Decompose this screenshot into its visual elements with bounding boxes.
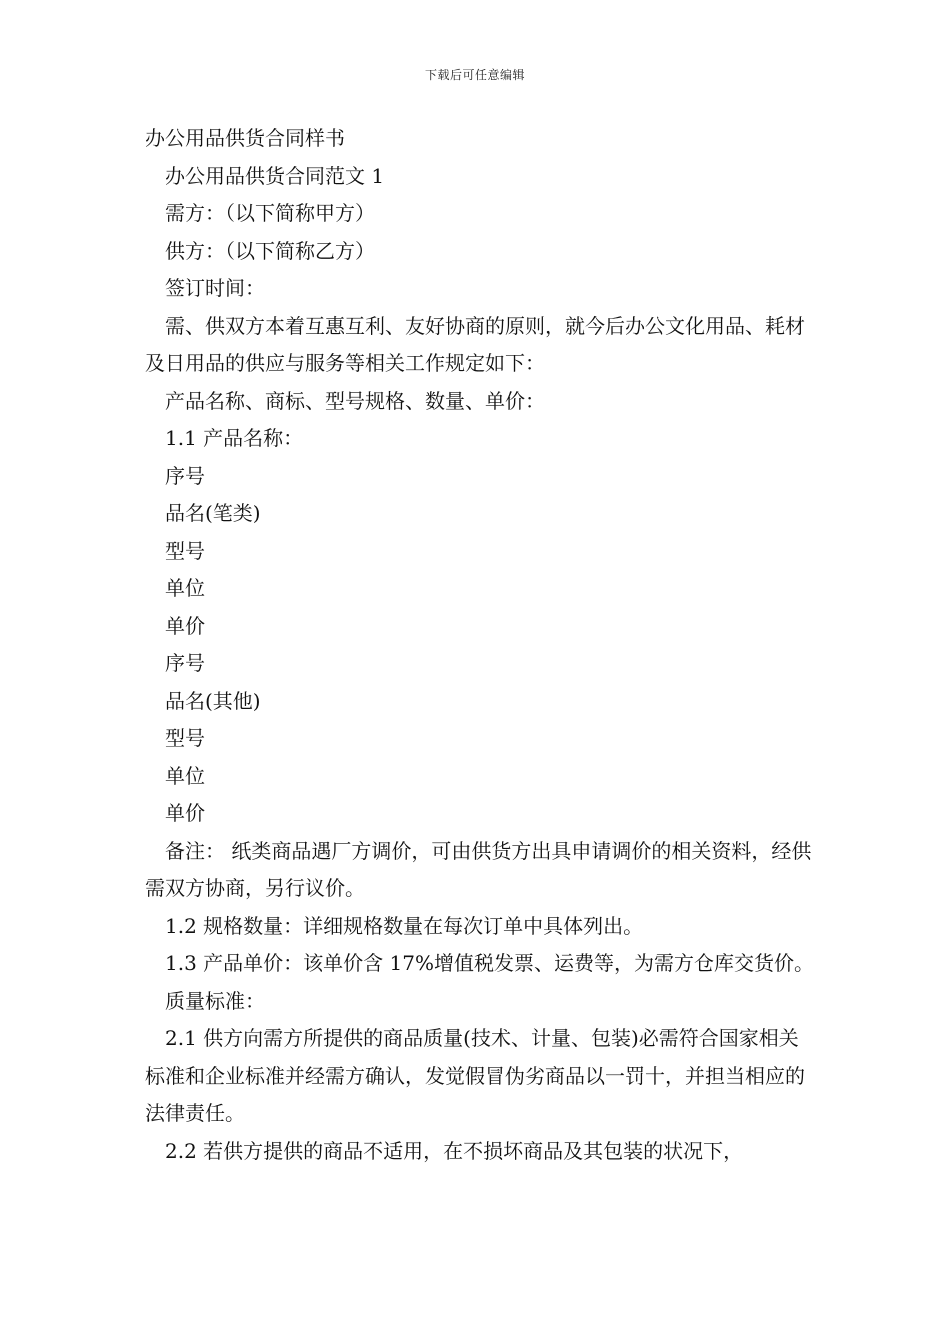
table-field: 品名(笔类) (165, 501, 261, 525)
table-field: 序号 (165, 651, 205, 675)
section2-heading: 质量标准： (165, 988, 265, 1013)
clause-2-2: 2.2 若供方提供的商品不适用，在不损坏商品及其包装的状况下， (165, 1138, 744, 1163)
page-header: 下载后可任意编辑 (424, 68, 525, 82)
table-field: 单位 (165, 576, 205, 600)
document-subtitle: 办公用品供货合同范文 1 (165, 163, 385, 188)
section1-heading: 产品名称、商标、型号规格、数量、单价： (165, 388, 545, 413)
other-table-fields (145, 645, 815, 833)
table-field: 序号 (165, 463, 205, 488)
clause-1-1: 1.1 产品名称： (165, 426, 304, 450)
intro-paragraph: 需、供双方本着互惠互利、友好协商的原则，就今后办公文化用品、耗材及日用品的供应与服务等相关工作规定如下： (145, 313, 805, 375)
clause-2-1: 2.1 供方向需方所提供的商品质量(技术、计量、包装)必需符合国家相关标准和企业标准并经需方确认，发觉假冒伪劣商品以一罚十，并担当相应的法律责任。 (145, 1026, 805, 1125)
table-field: 品名(其他) (165, 688, 261, 713)
table-field: 型号 (165, 726, 205, 750)
note-paragraph: 备注： 纸类商品遇厂方调价，可由供货方出具申请调价的相关资料，经供需双方协商，另行议价。 (145, 838, 812, 900)
table-field: 单价 (165, 801, 205, 825)
table-field: 单价 (165, 613, 205, 638)
party-a-line: 需方：（以下简称甲方） (165, 201, 375, 225)
party-b-line: 供方：（以下简称乙方） (165, 238, 375, 263)
sign-time-line: 签订时间： (165, 276, 265, 300)
table-field: 单位 (165, 763, 205, 788)
clause-1-2: 1.2 规格数量：详细规格数量在每次订单中具体列出。 (165, 913, 644, 938)
document-body (145, 120, 815, 1170)
pens-table-fields (145, 458, 815, 646)
document-title: 办公用品供货合同样书 (145, 126, 345, 150)
table-field: 型号 (165, 538, 205, 563)
clause-1-3: 1.3 产品单价：该单价含 17%增值税发票、运费等，为需方仓库交货价。 (165, 951, 814, 975)
